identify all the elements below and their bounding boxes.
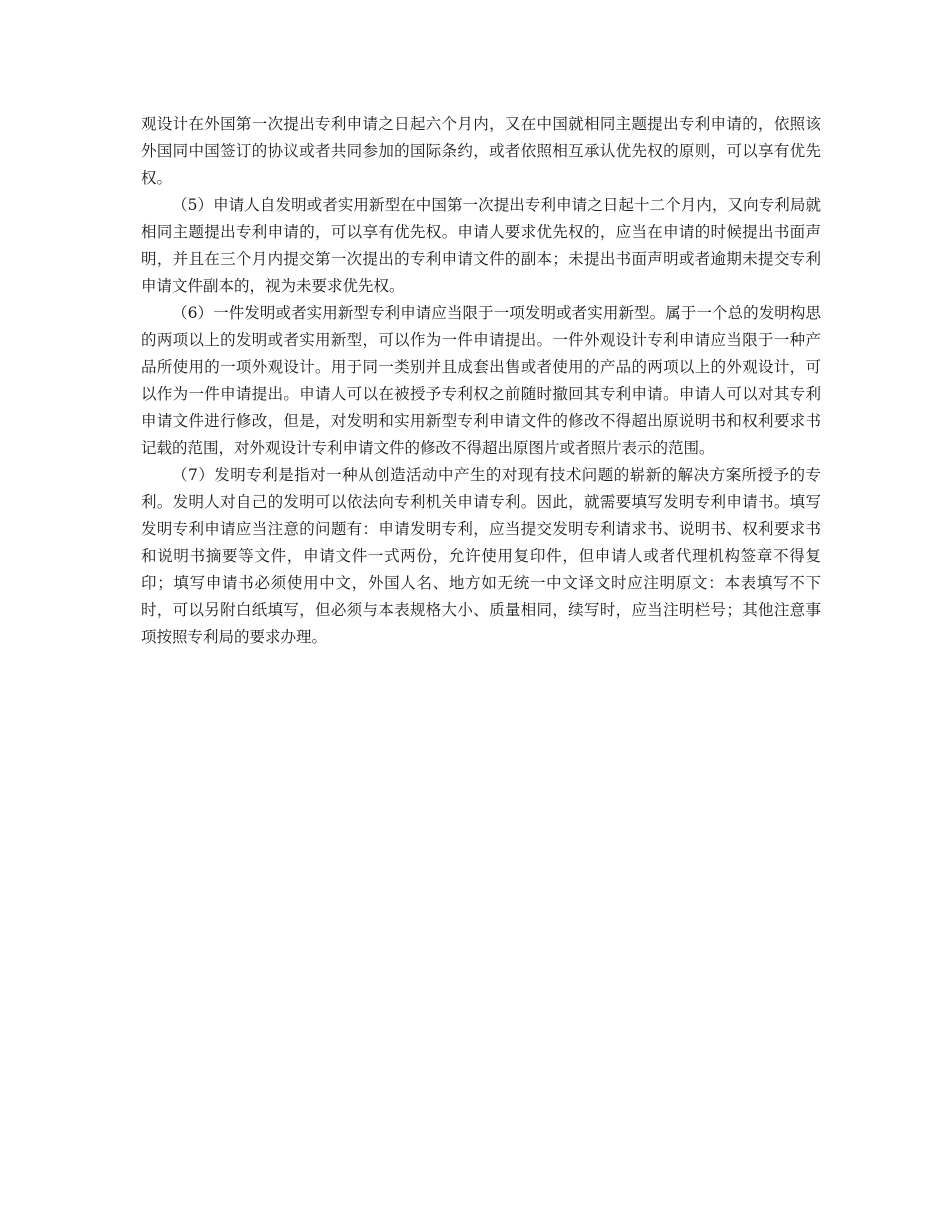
paragraph-item-7: （7）发明专利是指对一种从创造活动中产生的对现有技术问题的崭新的解决方案所授予的专利。发明人对自己的发明可以依法向专利机关申请专利。因此，就需要填写发明专利申请书。填写发明专利申请应当注意的问题有：申请发明专利，应当提交发明专利请求书、说明书、权利要求书和说明书摘要等文件，申请文件一式两份，允许使用复印件，但申请人或者代理机构签章不得复印；填写申请书必须使用中文，外国人名、地方如无统一中文译文时应注明原文：本表填写不下时，可以另附白纸填写，但必须与本表规格大小、质量相同，续写时，应当注明栏号；其他注意事项按照专利局的要求办理。 (141, 466, 821, 646)
paragraph-item-6: （6）一件发明或者实用新型专利申请应当限于一项发明或者实用新型。属于一个总的发明构思的两项以上的发明或者实用新型，可以作为一件申请提出。一件外观设计专利申请应当限于一种产品所使用的一项外观设计。用于同一类别并且成套出售或者使用的产品的两项以上的外观设计，可以作为一件申请提出。申请人可以在被授予专利权之前随时撤回其专利申请。申请人可以对其专利申请文件进行修改，但是，对发明和实用新型专利申请文件的修改不得超出原说明书和权利要求书记载的范围，对外观设计专利申请文件的修改不得超出原图片或者照片表示的范围。 (141, 304, 821, 457)
paragraph-item-5: （5）申请人自发明或者实用新型在中国第一次提出专利申请之日起十二个月内，又向专利局就相同主题提出专利申请的，可以享有优先权。申请人要求优先权的，应当在申请的时候提出书面声明，并且在三个月内提交第一次提出的专利申请文件的副本；未提出书面声明或者逾期未提交专利申请文件副本的，视为未要求优先权。 (141, 196, 821, 295)
paragraph-continuation: 观设计在外国第一次提出专利申请之日起六个月内，又在中国就相同主题提出专利申请的，依照该外国同中国签订的协议或者共同参加的国际条约，或者依照相互承认优先权的原则，可以享有优先权。 (141, 115, 821, 187)
document-body (141, 111, 821, 651)
